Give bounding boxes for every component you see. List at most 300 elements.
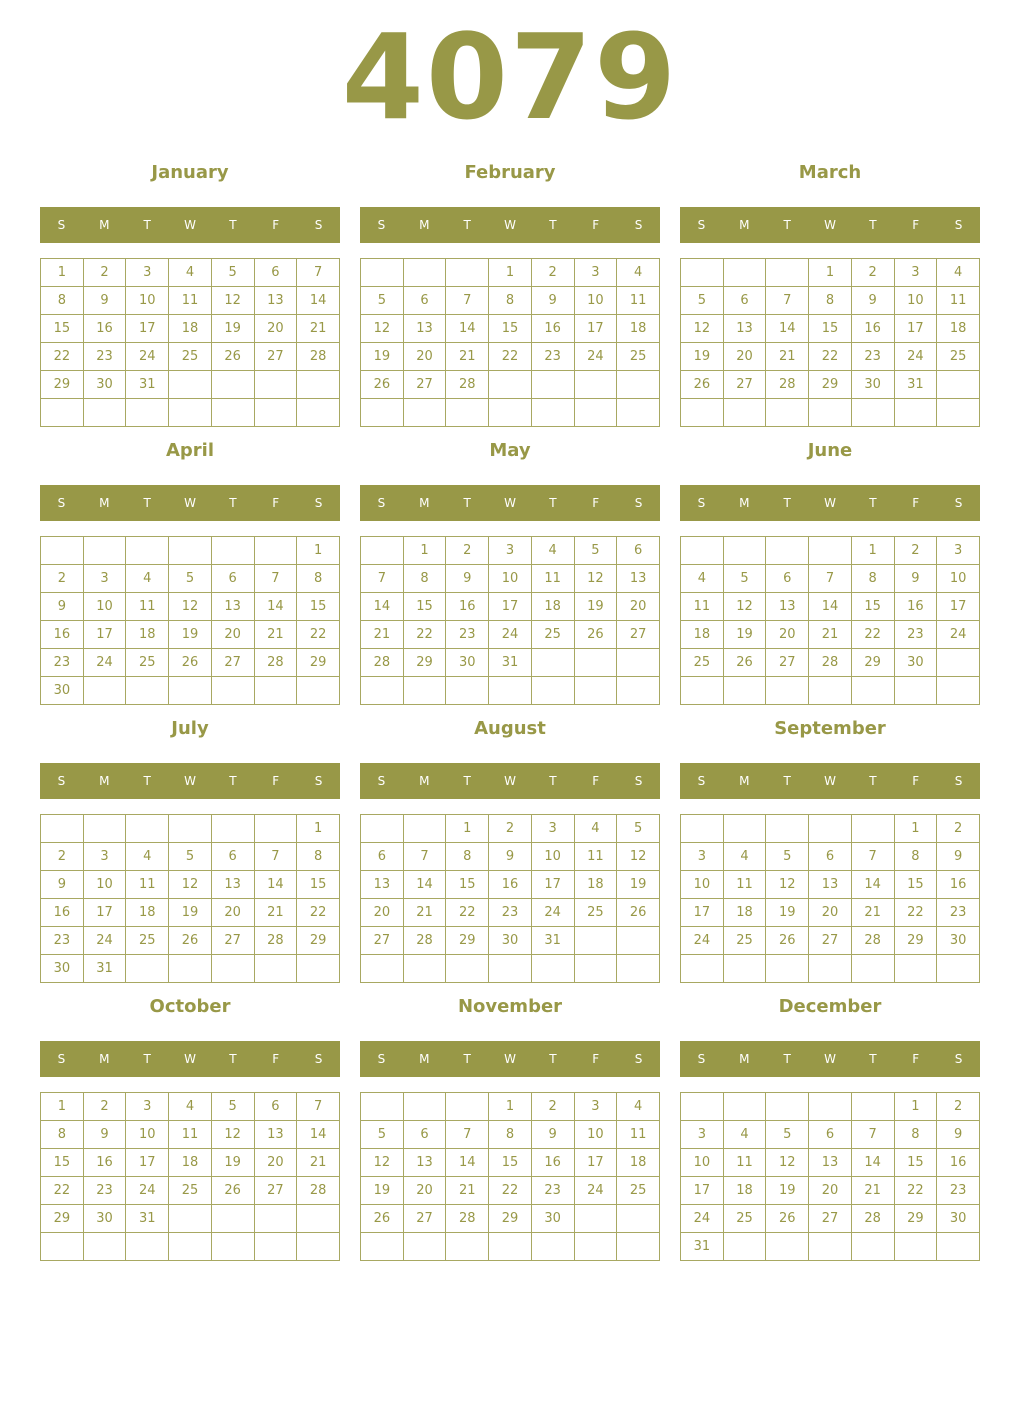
day-cell: 25 <box>617 343 660 371</box>
week-row <box>41 371 340 399</box>
day-cell <box>361 815 404 843</box>
day-cell: 3 <box>531 815 574 843</box>
day-cell <box>254 677 297 705</box>
day-cell: 19 <box>169 621 212 649</box>
week-row <box>41 593 340 621</box>
day-cell: 2 <box>41 565 84 593</box>
weekday-label: S <box>377 218 386 232</box>
day-cell: 3 <box>126 259 169 287</box>
day-cell: 14 <box>297 1121 340 1149</box>
day-cell: 29 <box>41 1205 84 1233</box>
day-cell <box>766 677 809 705</box>
weekday-label: M <box>99 1052 110 1066</box>
day-cell: 25 <box>937 343 980 371</box>
day-cell: 13 <box>723 315 766 343</box>
day-cell: 7 <box>297 259 340 287</box>
week-row <box>361 565 660 593</box>
day-cell <box>211 955 254 983</box>
day-cell: 13 <box>617 565 660 593</box>
day-cell: 22 <box>41 1177 84 1205</box>
weekday-label: F <box>272 496 280 510</box>
week-row <box>41 1177 340 1205</box>
day-cell: 1 <box>894 815 937 843</box>
weekday-label: M <box>419 496 430 510</box>
day-cell: 13 <box>361 871 404 899</box>
day-cell <box>531 399 574 427</box>
day-cell <box>446 955 489 983</box>
day-cell <box>489 1233 532 1261</box>
day-cell: 19 <box>681 343 724 371</box>
day-cell: 1 <box>41 1093 84 1121</box>
day-cell <box>126 677 169 705</box>
day-cell <box>41 815 84 843</box>
week-row <box>681 1177 980 1205</box>
day-cell: 28 <box>809 649 852 677</box>
day-cell: 25 <box>681 649 724 677</box>
day-cell <box>574 927 617 955</box>
day-cell: 16 <box>446 593 489 621</box>
week-row <box>41 621 340 649</box>
day-cell: 28 <box>851 927 894 955</box>
day-cell: 19 <box>617 871 660 899</box>
week-row <box>41 899 340 927</box>
day-cell: 27 <box>403 1205 446 1233</box>
day-cell: 8 <box>297 843 340 871</box>
week-row <box>361 1149 660 1177</box>
day-cell: 9 <box>937 843 980 871</box>
day-cell: 28 <box>297 1177 340 1205</box>
day-cell: 16 <box>894 593 937 621</box>
weekday-label: S <box>634 1052 643 1066</box>
weekday-header <box>680 1041 980 1077</box>
day-cell: 23 <box>937 899 980 927</box>
weekday-label: M <box>419 218 430 232</box>
day-cell: 22 <box>894 1177 937 1205</box>
day-cell: 18 <box>169 1149 212 1177</box>
day-cell: 17 <box>126 315 169 343</box>
month-name: April <box>165 440 215 461</box>
weekday-label: T <box>869 496 877 510</box>
weekday-label: M <box>739 774 750 788</box>
day-cell: 20 <box>403 343 446 371</box>
day-cell: 11 <box>574 843 617 871</box>
day-cell <box>531 955 574 983</box>
weekday-label: S <box>314 218 323 232</box>
day-cell <box>809 815 852 843</box>
day-cell: 12 <box>617 843 660 871</box>
day-cell <box>809 1093 852 1121</box>
day-cell <box>617 399 660 427</box>
day-cell: 26 <box>681 371 724 399</box>
day-cell: 12 <box>211 287 254 315</box>
day-cell: 31 <box>126 371 169 399</box>
day-cell: 11 <box>937 287 980 315</box>
day-cell: 23 <box>83 1177 126 1205</box>
week-row <box>681 927 980 955</box>
day-cell <box>446 1093 489 1121</box>
day-cell: 13 <box>211 871 254 899</box>
day-cell: 8 <box>894 1121 937 1149</box>
day-cell: 27 <box>361 927 404 955</box>
day-cell <box>446 259 489 287</box>
day-cell <box>723 537 766 565</box>
weekday-label: W <box>824 1052 836 1066</box>
day-cell: 1 <box>446 815 489 843</box>
weekday-label: T <box>549 774 557 788</box>
day-cell: 31 <box>83 955 126 983</box>
day-cell: 5 <box>211 259 254 287</box>
weekday-label: T <box>143 496 151 510</box>
day-cell <box>809 399 852 427</box>
day-cell <box>446 677 489 705</box>
day-cell: 25 <box>723 1205 766 1233</box>
weekday-label: T <box>463 1052 471 1066</box>
day-cell: 26 <box>766 927 809 955</box>
day-cell: 16 <box>531 315 574 343</box>
day-cell: 9 <box>489 843 532 871</box>
weekday-label: S <box>954 496 963 510</box>
week-row <box>361 399 660 427</box>
day-cell <box>297 399 340 427</box>
day-cell: 4 <box>723 843 766 871</box>
week-row <box>361 1121 660 1149</box>
day-cell: 5 <box>211 1093 254 1121</box>
weekday-label: S <box>697 1052 706 1066</box>
day-cell: 6 <box>403 1121 446 1149</box>
day-cell <box>361 1093 404 1121</box>
day-cell: 13 <box>809 871 852 899</box>
day-cell <box>723 1233 766 1261</box>
day-cell <box>169 399 212 427</box>
weekday-label: S <box>634 774 643 788</box>
day-cell <box>211 399 254 427</box>
day-cell: 16 <box>41 621 84 649</box>
week-row <box>41 927 340 955</box>
week-row <box>681 259 980 287</box>
weekday-label: W <box>184 774 196 788</box>
day-cell: 14 <box>766 315 809 343</box>
day-cell: 16 <box>937 1149 980 1177</box>
weekday-label: T <box>869 218 877 232</box>
day-cell: 18 <box>937 315 980 343</box>
day-cell: 16 <box>83 1149 126 1177</box>
day-cell: 24 <box>681 1205 724 1233</box>
day-cell <box>403 677 446 705</box>
day-cell: 15 <box>894 871 937 899</box>
day-grid <box>40 1092 340 1261</box>
day-cell: 7 <box>361 565 404 593</box>
day-cell <box>681 259 724 287</box>
day-cell: 17 <box>489 593 532 621</box>
day-cell <box>41 1233 84 1261</box>
day-cell: 26 <box>574 621 617 649</box>
day-cell: 25 <box>531 621 574 649</box>
weekday-label: W <box>824 218 836 232</box>
day-cell: 22 <box>809 343 852 371</box>
day-cell <box>723 399 766 427</box>
day-cell: 19 <box>361 343 404 371</box>
day-cell: 8 <box>489 1121 532 1149</box>
day-cell: 4 <box>126 565 169 593</box>
day-cell: 1 <box>894 1093 937 1121</box>
day-cell: 16 <box>41 899 84 927</box>
day-cell <box>297 677 340 705</box>
week-row <box>41 649 340 677</box>
day-cell: 11 <box>681 593 724 621</box>
weekday-label: W <box>184 496 196 510</box>
day-cell <box>617 927 660 955</box>
day-cell <box>403 399 446 427</box>
day-cell: 16 <box>531 1149 574 1177</box>
day-cell: 28 <box>361 649 404 677</box>
day-cell <box>766 259 809 287</box>
day-cell: 31 <box>681 1233 724 1261</box>
weekday-label: T <box>143 218 151 232</box>
day-cell <box>83 399 126 427</box>
day-cell: 9 <box>531 1121 574 1149</box>
day-cell <box>126 1233 169 1261</box>
weekday-label: S <box>954 1052 963 1066</box>
day-cell: 21 <box>361 621 404 649</box>
day-cell: 12 <box>169 593 212 621</box>
day-cell: 22 <box>489 1177 532 1205</box>
day-grid <box>40 814 340 983</box>
weekday-label: T <box>229 218 237 232</box>
day-cell <box>617 677 660 705</box>
day-cell <box>446 1233 489 1261</box>
day-cell: 1 <box>403 537 446 565</box>
weekday-label: M <box>419 774 430 788</box>
day-cell: 21 <box>766 343 809 371</box>
day-cell <box>894 955 937 983</box>
day-cell: 6 <box>809 1121 852 1149</box>
day-cell: 10 <box>681 1149 724 1177</box>
day-cell <box>937 399 980 427</box>
weekday-label: T <box>463 218 471 232</box>
day-cell: 25 <box>126 649 169 677</box>
day-cell: 12 <box>723 593 766 621</box>
weekday-label: S <box>954 218 963 232</box>
day-cell: 28 <box>254 927 297 955</box>
day-cell: 5 <box>766 843 809 871</box>
month-name: December <box>778 996 882 1017</box>
week-row <box>41 955 340 983</box>
week-row <box>361 815 660 843</box>
day-cell: 22 <box>894 899 937 927</box>
weekday-label: T <box>143 774 151 788</box>
week-row <box>681 287 980 315</box>
day-cell: 14 <box>446 1149 489 1177</box>
weekday-label: T <box>463 774 471 788</box>
day-cell: 8 <box>41 1121 84 1149</box>
day-cell: 8 <box>41 287 84 315</box>
weekday-label: S <box>377 774 386 788</box>
day-cell: 4 <box>617 1093 660 1121</box>
day-cell: 28 <box>446 371 489 399</box>
day-cell: 2 <box>531 259 574 287</box>
day-cell <box>894 399 937 427</box>
day-cell: 12 <box>361 315 404 343</box>
weekday-header <box>40 485 340 521</box>
day-cell <box>169 955 212 983</box>
day-cell: 24 <box>83 927 126 955</box>
weekday-label: S <box>314 1052 323 1066</box>
week-row <box>681 1205 980 1233</box>
day-cell: 2 <box>41 843 84 871</box>
day-cell: 23 <box>83 343 126 371</box>
week-row <box>361 649 660 677</box>
day-cell <box>41 537 84 565</box>
day-cell <box>83 537 126 565</box>
day-cell <box>766 1233 809 1261</box>
day-cell: 28 <box>851 1205 894 1233</box>
day-cell <box>169 1205 212 1233</box>
week-row <box>681 593 980 621</box>
day-cell <box>297 371 340 399</box>
weekday-label: T <box>229 1052 237 1066</box>
day-cell: 7 <box>403 843 446 871</box>
weekday-header <box>40 1041 340 1077</box>
day-cell: 15 <box>41 315 84 343</box>
weekday-label: S <box>57 218 66 232</box>
week-row <box>681 1121 980 1149</box>
weekday-label: F <box>912 496 920 510</box>
week-row <box>681 537 980 565</box>
day-cell: 2 <box>937 815 980 843</box>
day-cell <box>254 537 297 565</box>
day-cell <box>489 399 532 427</box>
day-cell: 3 <box>83 565 126 593</box>
week-row <box>681 843 980 871</box>
day-cell <box>766 955 809 983</box>
weekday-label: T <box>463 496 471 510</box>
day-cell: 13 <box>254 1121 297 1149</box>
week-row <box>681 871 980 899</box>
day-cell: 7 <box>446 287 489 315</box>
day-cell <box>254 815 297 843</box>
week-row <box>681 621 980 649</box>
day-cell: 17 <box>574 1149 617 1177</box>
weekday-header <box>680 207 980 243</box>
day-cell <box>681 677 724 705</box>
day-cell: 18 <box>531 593 574 621</box>
day-cell: 12 <box>681 315 724 343</box>
week-row <box>41 343 340 371</box>
day-cell <box>574 677 617 705</box>
day-cell: 10 <box>126 287 169 315</box>
day-cell <box>254 1233 297 1261</box>
day-cell: 16 <box>489 871 532 899</box>
day-cell <box>403 1093 446 1121</box>
day-cell: 27 <box>766 649 809 677</box>
day-cell: 8 <box>894 843 937 871</box>
day-cell <box>574 399 617 427</box>
day-cell <box>574 649 617 677</box>
day-cell: 25 <box>617 1177 660 1205</box>
day-cell: 27 <box>809 927 852 955</box>
day-cell: 5 <box>169 843 212 871</box>
day-cell <box>169 677 212 705</box>
week-row <box>361 1233 660 1261</box>
day-cell: 7 <box>766 287 809 315</box>
day-cell: 5 <box>169 565 212 593</box>
day-cell <box>169 537 212 565</box>
weekday-label: M <box>739 1052 750 1066</box>
day-cell: 30 <box>83 1205 126 1233</box>
weekday-label: T <box>783 218 791 232</box>
weekday-label: T <box>549 218 557 232</box>
week-row <box>41 871 340 899</box>
day-cell: 5 <box>574 537 617 565</box>
day-cell <box>894 677 937 705</box>
day-cell: 30 <box>83 371 126 399</box>
day-cell <box>809 677 852 705</box>
day-cell: 19 <box>211 315 254 343</box>
week-row <box>361 1177 660 1205</box>
day-cell <box>83 1233 126 1261</box>
weekday-label: S <box>634 218 643 232</box>
weekday-label: M <box>99 218 110 232</box>
week-row <box>361 315 660 343</box>
day-cell <box>766 399 809 427</box>
week-row <box>41 815 340 843</box>
day-cell: 7 <box>809 565 852 593</box>
week-row <box>681 343 980 371</box>
week-row <box>361 955 660 983</box>
day-cell: 15 <box>894 1149 937 1177</box>
day-cell <box>169 371 212 399</box>
day-cell: 9 <box>41 593 84 621</box>
day-cell <box>681 955 724 983</box>
day-cell: 6 <box>254 259 297 287</box>
day-cell: 10 <box>681 871 724 899</box>
week-row <box>41 287 340 315</box>
day-cell <box>489 371 532 399</box>
day-cell <box>574 1205 617 1233</box>
day-cell: 6 <box>766 565 809 593</box>
day-cell: 16 <box>937 871 980 899</box>
weekday-label: S <box>57 774 66 788</box>
week-row <box>361 259 660 287</box>
day-grid <box>680 258 980 427</box>
day-cell <box>361 955 404 983</box>
day-cell: 17 <box>574 315 617 343</box>
day-cell: 18 <box>681 621 724 649</box>
day-cell <box>851 1233 894 1261</box>
weekday-label: S <box>377 1052 386 1066</box>
day-cell: 29 <box>489 1205 532 1233</box>
day-cell: 23 <box>446 621 489 649</box>
day-cell: 29 <box>851 649 894 677</box>
day-cell: 28 <box>297 343 340 371</box>
day-cell: 22 <box>851 621 894 649</box>
day-cell: 22 <box>403 621 446 649</box>
day-cell: 30 <box>41 677 84 705</box>
day-cell: 10 <box>489 565 532 593</box>
day-cell: 19 <box>766 1177 809 1205</box>
week-row <box>361 1205 660 1233</box>
day-cell <box>723 677 766 705</box>
day-cell: 14 <box>254 593 297 621</box>
weekday-label: S <box>697 774 706 788</box>
day-cell: 13 <box>403 315 446 343</box>
day-grid <box>680 1092 980 1261</box>
day-cell <box>531 371 574 399</box>
weekday-label: W <box>504 1052 516 1066</box>
day-cell: 11 <box>126 871 169 899</box>
day-cell: 13 <box>211 593 254 621</box>
weekday-label: S <box>634 496 643 510</box>
